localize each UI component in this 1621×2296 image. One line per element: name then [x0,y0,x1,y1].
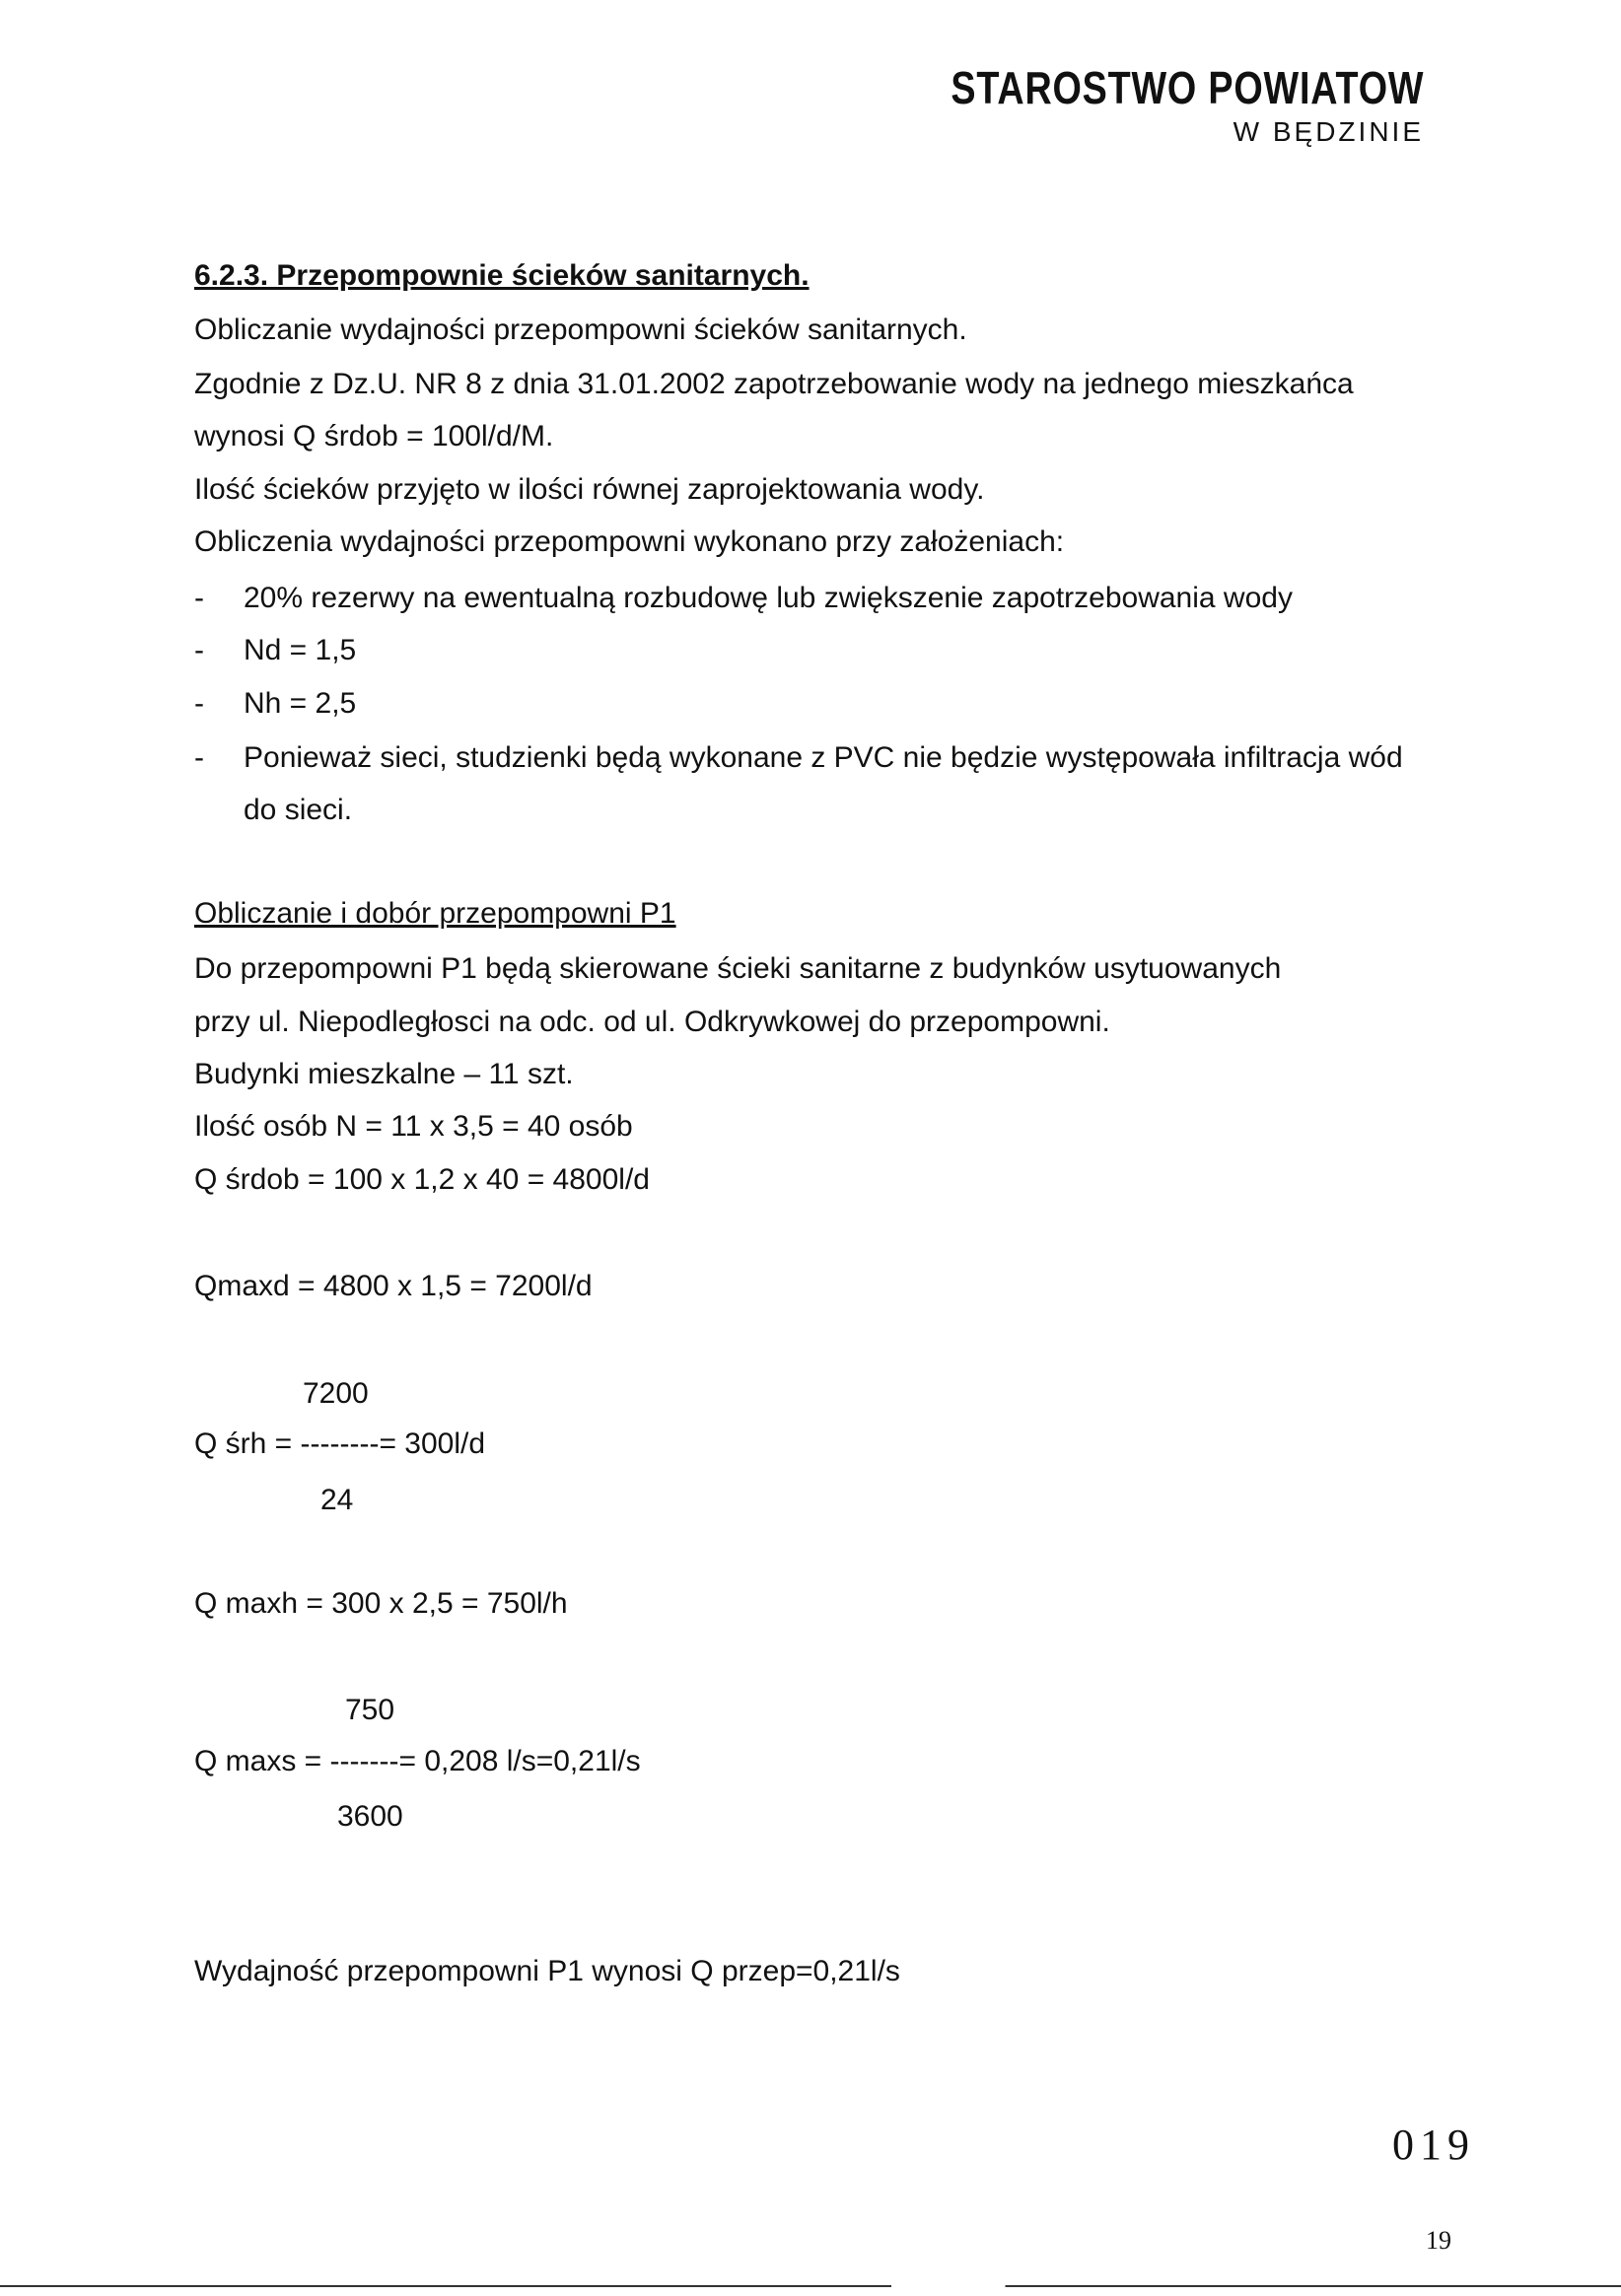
bullet-dash: - [194,687,204,720]
page-number-stamp: 019 [1392,2121,1475,2169]
qmaxs-numerator: 750 [345,1694,395,1726]
bullet-dash: - [194,634,204,666]
qmaxd-formula: Qmaxd = 4800 x 1,5 = 7200l/d [194,1270,593,1302]
result-line: Wydajność przepompowni P1 wynosi Q przep=0,21l/s [194,1955,900,1987]
bullet-dash: - [194,741,204,774]
qsrh-formula: Q śrh = --------= 300l/d [194,1427,486,1460]
p1-line: przy ul. Niepodległosci na odc. od ul. Odkrywkowej do przepompowni. [194,1006,1110,1038]
p1-line: Budynki mieszkalne – 11 szt. [194,1058,574,1090]
p1-line: Ilość osób N = 11 x 3,5 = 40 osób [194,1110,633,1143]
qmaxh-formula: Q maxh = 300 x 2,5 = 750l/h [194,1587,568,1620]
section-line: Zgodnie z Dz.U. NR 8 z dnia 31.01.2002 zapotrzebowanie wody na jednego mieszkańca [194,368,1354,400]
p1-heading: Obliczanie i dobór przepompowni P1 [194,897,676,930]
bullet-continuation: do sieci. [244,794,353,826]
section-line: wynosi Q śrdob = 100l/d/M. [194,420,554,452]
qmaxs-formula: Q maxs = -------= 0,208 l/s=0,21l/s [194,1745,641,1777]
bullet-item: Nd = 1,5 [244,634,357,666]
section-line: Obliczenia wydajności przepompowni wykonano przy założeniach: [194,525,1065,558]
stamp-line-1: STAROSTWO POWIATOW [951,62,1424,113]
section-heading: 6.2.3. Przepompownie ścieków sanitarnych. [194,259,810,292]
bullet-item: 20% rezerwy na ewentualną rozbudowę lub zwiększenie zapotrzebowania wody [244,582,1293,614]
p1-line: Do przepompowni P1 będą skierowane ścieki sanitarne z budynków usytuowanych [194,952,1282,985]
qmaxs-denominator: 3600 [337,1800,403,1833]
section-line: Ilość ścieków przyjęto w ilości równej zaprojektowania wody. [194,473,985,506]
office-stamp [847,62,1424,148]
qsrh-denominator: 24 [320,1484,354,1516]
page-number: 19 [1426,2226,1451,2255]
qsrh-numerator: 7200 [303,1377,369,1410]
section-line: Obliczanie wydajności przepompowni ścieków sanitarnych. [194,313,967,346]
stamp-line-2: W BĘDZINIE [1233,116,1424,147]
bullet-dash: - [194,582,204,614]
bullet-item: Nh = 2,5 [244,687,357,720]
p1-line: Q śrdob = 100 x 1,2 x 40 = 4800l/d [194,1163,650,1196]
scan-edge-line [0,2285,1621,2287]
bullet-item: Ponieważ sieci, studzienki będą wykonane z PVC nie będzie występowała infiltracja wód [244,741,1403,774]
